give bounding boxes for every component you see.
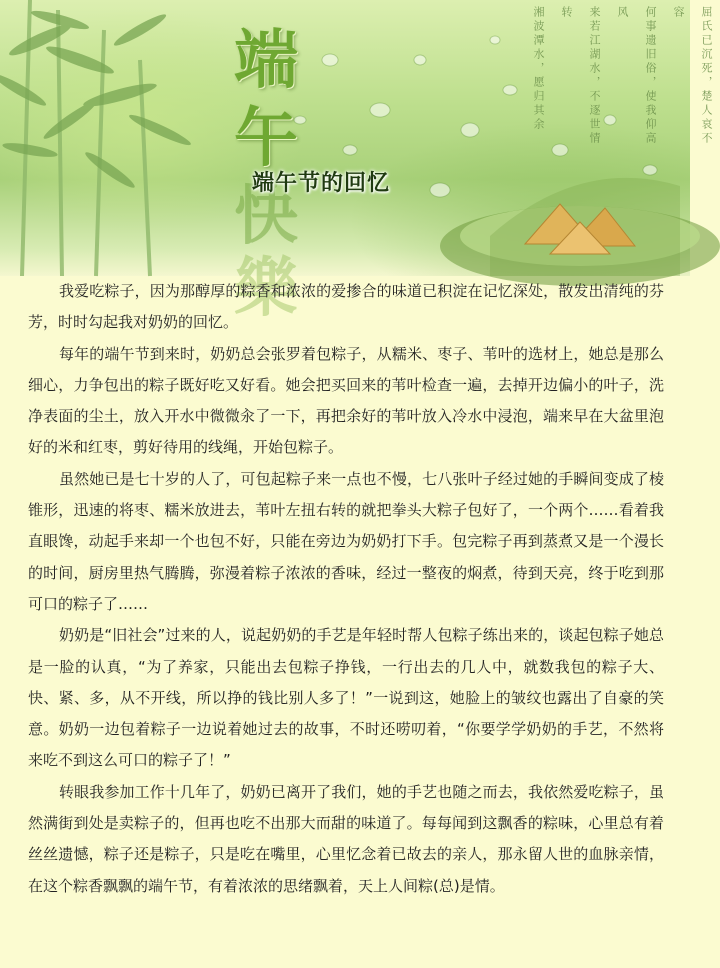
calligraphy-char: 午 (234, 101, 298, 176)
poem-line: 屈氏已沉死，楚人哀不容 (672, 6, 713, 146)
page-title: 端午节的回忆 (252, 171, 391, 196)
paragraph: 转眼我参加工作十几年了，奶奶已离开了我们，她的手艺也随之而去，我依然爱吃粽子，虽然满街到处是卖粽子的，但再也吃不出那大而甜的味道了。每每闻到这飘香的粽味，心里总有着丝丝遗憾，粽子还是粽子，只是吃在嘴里，心里忆念着已故去的亲人，那永留人世的血脉亲情，在这个粽香飘飘的端午节，有着浓浓的思绪飘着，天上人间粽(总)是情。 (28, 782, 664, 895)
paragraph: 奶奶是“旧社会”过来的人，说起奶奶的手艺是年轻时帮人包粽子练出来的，谈起包粽子她总是一脸的认真，“为了养家，只能出去包粽子挣钱，一行出去的几人中，就数我包的粽子大、快、紧、多，从不开线，所以挣的钱比别人多了！”一说到这，她脸上的皱纹也露出了自豪的笑意。奶奶一边包着粽子一边说着她过去的故事，不时还唠叨着，“你要学学奶奶的手艺，不然将来吃不到这么可口的粽子了！” (28, 626, 664, 770)
calligraphy-char: 端 (234, 23, 298, 98)
poem-line: 湘波潭水，愿归其余 (532, 6, 545, 132)
calligraphy-char: 快 (234, 179, 298, 254)
poem-text (524, 6, 720, 156)
calligraphy-char: 樂 (234, 251, 298, 326)
paragraph: 每年的端午节到来时，奶奶总会张罗着包粽子，从糯米、枣子、苇叶的选材上，她总是那么细心，力争包出的粽子既好吃又好看。她会把买回来的苇叶检查一遍，去掉开边偏小的叶子，洗净表面的尘土，放入开水中微微汆了一下，再把余好的苇叶放入冷水中浸泡，端来早在大盆里泡好的米和红枣，剪好待用的线绳，开始包粽子。 (28, 344, 664, 457)
paragraph: 我爱吃粽子，因为那醇厚的粽香和浓浓的爱掺合的味道已积淀在记忆深处，散发出清纯的芬芳，时时勾起我对奶奶的回忆。 (28, 282, 664, 332)
paragraph: 虽然她已是七十岁的人了，可包起粽子来一点也不慢，七八张叶子经过她的手瞬间变成了棱锥形，迅速的将枣、糯米放进去，苇叶左扭右转的就把拳头大粽子包好了，一个两个……看着我直眼馋，动起手来却一个也包不好，只能在旁边为奶奶打下手。包完粽子再到蒸煮又是一个漫长的时间，厨房里热气腾腾，弥漫着粽子浓浓的香味，经过一整夜的焖煮，待到天亮，终于吃到那可口的粽子了…… (28, 469, 664, 613)
poem-line: 何事遗旧俗，使我仰高风 (616, 6, 657, 146)
poem-line: 来若江湖水，不逐世情转 (560, 6, 601, 146)
article-body (28, 276, 664, 902)
